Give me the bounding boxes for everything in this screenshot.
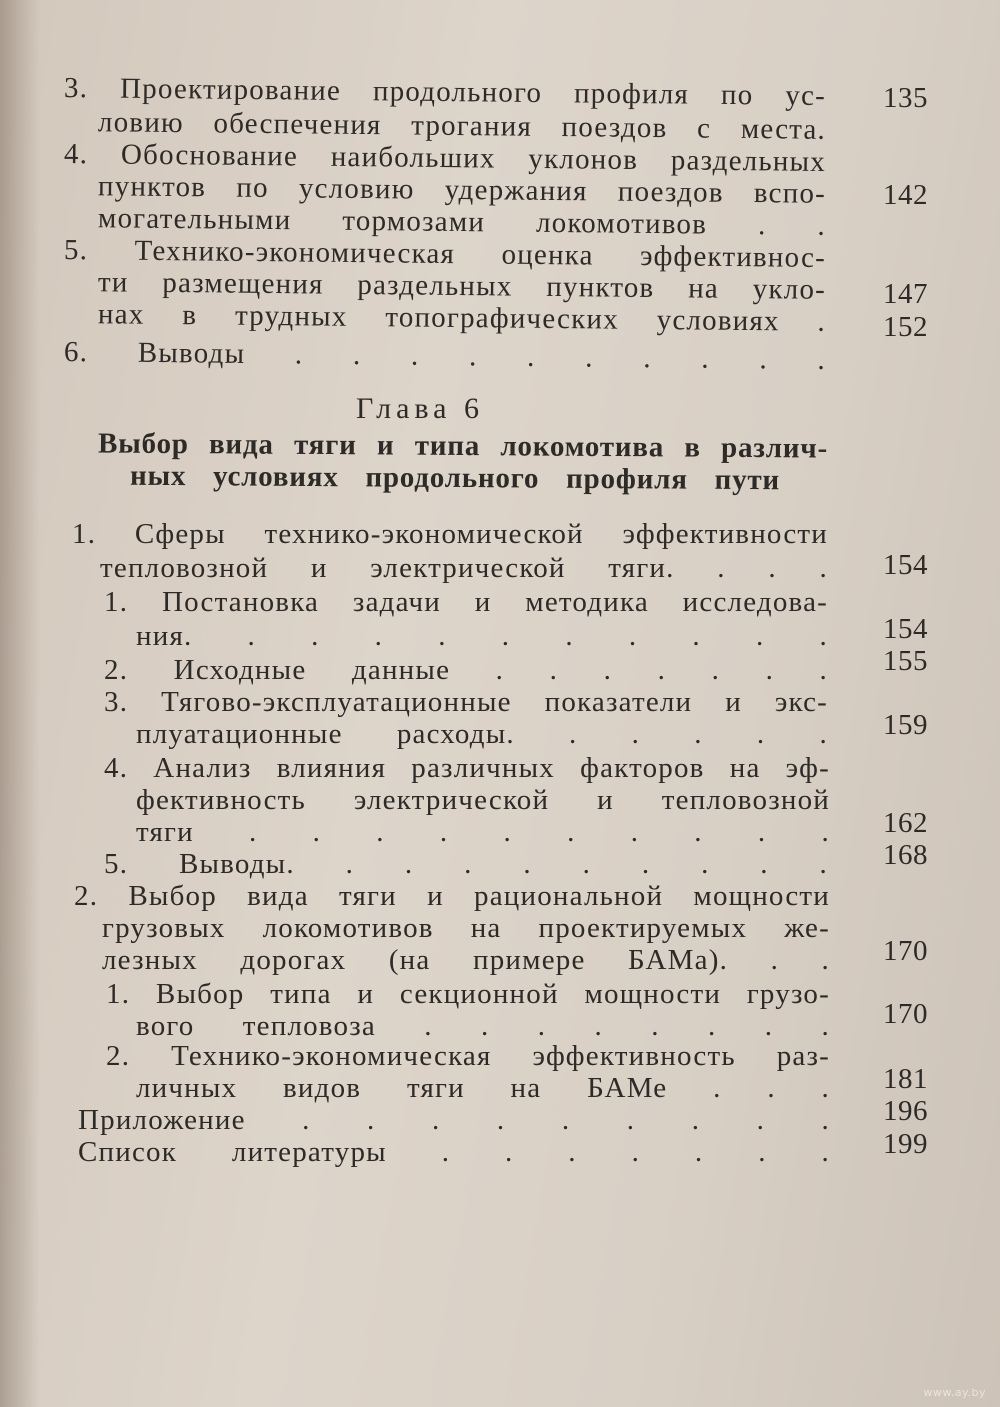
toc-entry-line: 3. Тягово-эксплуатационные показатели и экс- bbox=[104, 686, 828, 718]
toc-entry-line: пунктов по условию удержания поездов вспо- bbox=[97, 170, 827, 210]
toc-entry-line: плуатационные расходы. . . . . . bbox=[136, 718, 828, 750]
toc-entry-line: 6. Выводы . . . . . . . . . . bbox=[63, 336, 827, 376]
toc-entry-line: Приложение . . . . . . . . . bbox=[78, 1104, 830, 1136]
site-watermark: www.ay.by bbox=[923, 1386, 986, 1399]
toc-page-number: 154 bbox=[883, 613, 928, 645]
toc-entry-line: ти размещения раздельных пунктов на укло- bbox=[97, 266, 827, 306]
toc-page-number: 170 bbox=[883, 935, 928, 967]
chapter-title-line: ных условиях продольного профиля пути bbox=[129, 459, 781, 497]
toc-page-number: 196 bbox=[883, 1095, 928, 1127]
toc-entry-line: Список литературы . . . . . . . bbox=[78, 1136, 830, 1168]
toc-entry-line: тяги . . . . . . . . . . bbox=[136, 816, 830, 848]
toc-entry-line: личных видов тяги на БАМе . . . bbox=[136, 1072, 830, 1104]
chapter-heading: Глава 6 bbox=[356, 392, 484, 425]
toc-entry-line: 5. Технико-экономическая оценка эффективнос- bbox=[63, 234, 827, 274]
toc-entry-line: 4. Обоснование наибольших уклонов раздельных bbox=[63, 138, 827, 178]
toc-page-number: 159 bbox=[883, 709, 928, 741]
toc-entry-line: 2. Технико-экономическая эффективность раз- bbox=[106, 1040, 830, 1072]
toc-page-number: 155 bbox=[883, 645, 928, 677]
toc-entry-line: могательными тормозами локомотивов . . bbox=[97, 202, 827, 242]
toc-page-number: 142 bbox=[883, 179, 928, 211]
toc-page-number: 170 bbox=[883, 998, 928, 1030]
toc-page-number: 147 bbox=[883, 278, 928, 310]
toc-entry-line: фективность электрической и тепловозной bbox=[136, 784, 830, 816]
chapter-title-line: Выбор вида тяги и типа локомотива в различ- bbox=[97, 427, 829, 465]
toc-entry-line: лезных дорогах (на примере БАМа). . . bbox=[102, 944, 830, 976]
toc-entry-line: 2. Исходные данные . . . . . . . bbox=[104, 654, 828, 686]
toc-page-number: 154 bbox=[883, 549, 928, 581]
toc-entry-line: 1. Сферы технико-экономической эффективности bbox=[72, 518, 828, 550]
toc-entry-line: грузовых локомотивов на проектируемых же- bbox=[102, 912, 830, 944]
toc-entry-line: тепловозной и электрической тяги. . . . bbox=[100, 552, 828, 584]
toc-entry-line: вого тепловоза . . . . . . . . bbox=[136, 1010, 830, 1042]
toc-page-number: 168 bbox=[883, 839, 928, 871]
toc-page-number: 152 bbox=[883, 311, 928, 343]
toc-entry-line: нах в трудных топографических условиях . bbox=[97, 298, 827, 338]
toc-page-number: 199 bbox=[883, 1128, 928, 1160]
toc-entry-line: 1. Постановка задачи и методика исследова- bbox=[104, 586, 828, 618]
toc-entry-line: 5. Выводы. . . . . . . . . . bbox=[104, 848, 828, 880]
toc-entry-line: 3. Проектирование продольного профиля по ус- bbox=[63, 72, 827, 112]
toc-entry-line: 4. Анализ влияния различных факторов на эф- bbox=[104, 752, 830, 784]
toc-entry-line: ловию обеспечения трогания поездов с места. bbox=[97, 106, 827, 146]
toc-entry-line: ния. . . . . . . . . . . bbox=[136, 620, 828, 652]
page-edge-shadow bbox=[0, 0, 40, 1407]
toc-page-number: 135 bbox=[883, 82, 928, 114]
toc-page-number: 181 bbox=[883, 1063, 928, 1095]
toc-entry-line: 1. Выбор типа и секционной мощности грузо- bbox=[106, 978, 830, 1010]
toc-entry-line: 2. Выбор вида тяги и рациональной мощности bbox=[74, 880, 830, 912]
toc-page-number: 162 bbox=[883, 807, 928, 839]
